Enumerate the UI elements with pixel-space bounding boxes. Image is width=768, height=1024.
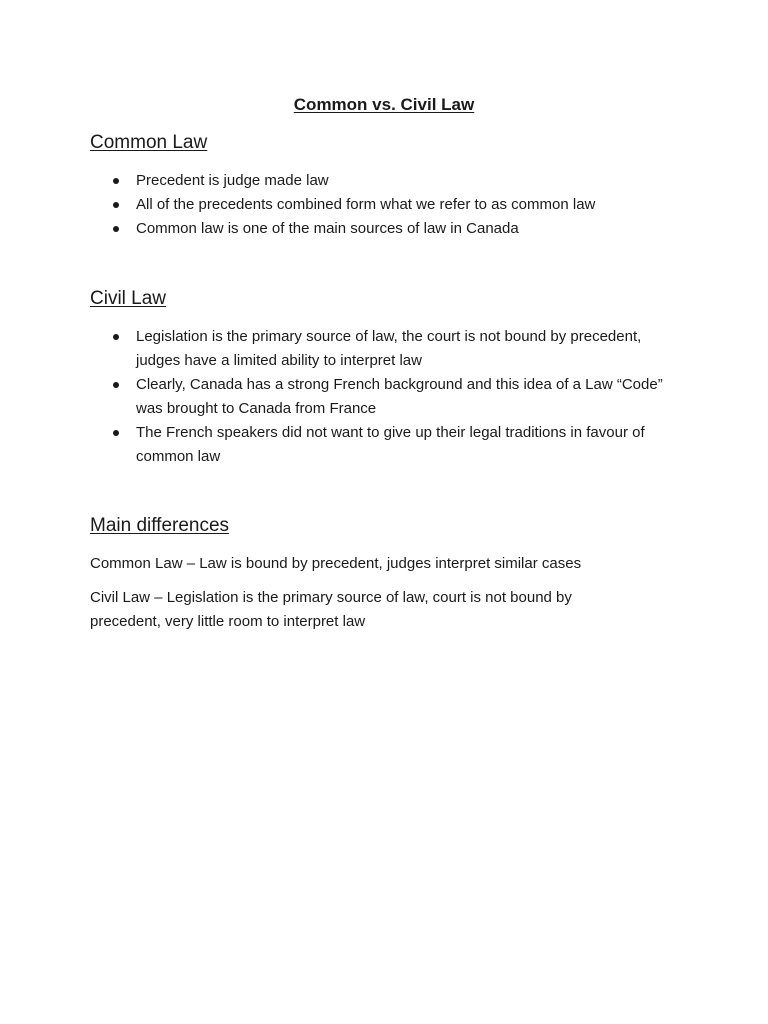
page-title: Common vs. Civil Law (293, 95, 475, 114)
list-item-text: Common law is one of the main sources of law in Canada (136, 220, 519, 237)
list-item (90, 373, 680, 421)
list-item (90, 193, 690, 217)
bullet-icon (113, 430, 119, 436)
civil-law-bullet-list (90, 325, 680, 469)
bullet-icon (113, 226, 119, 232)
section-heading-main-differences: Main differences (90, 515, 230, 536)
section-heading-common-law: Common Law (90, 132, 208, 153)
bullet-icon (113, 334, 119, 340)
list-item-text: Clearly, Canada has a strong French background and this idea of a Law “Code” was brought to Canada from France (136, 376, 663, 417)
list-item-text: Legislation is the primary source of law, the court is not bound by precedent, judges have a limited ability to interpret law (136, 328, 642, 369)
bullet-icon (113, 202, 119, 208)
list-item-text: All of the precedents combined form what we refer to as common law (136, 196, 596, 213)
bullet-icon (113, 178, 119, 184)
difference-paragraph-civil-law: Civil Law – Legislation is the primary source of law, court is not bound by precedent, very little room to interpret law (90, 589, 572, 630)
section-heading-civil-law: Civil Law (90, 288, 167, 309)
list-item-text: Precedent is judge made law (136, 172, 329, 189)
list-item (90, 421, 680, 469)
common-law-bullet-list (90, 169, 690, 241)
list-item (90, 217, 690, 241)
list-item (90, 169, 690, 193)
bullet-icon (113, 382, 119, 388)
list-item (90, 325, 680, 373)
difference-paragraph-common-law: Common Law – Law is bound by precedent, judges interpret similar cases (90, 555, 582, 572)
list-item-text: The French speakers did not want to give up their legal traditions in favour of common law (136, 424, 645, 465)
